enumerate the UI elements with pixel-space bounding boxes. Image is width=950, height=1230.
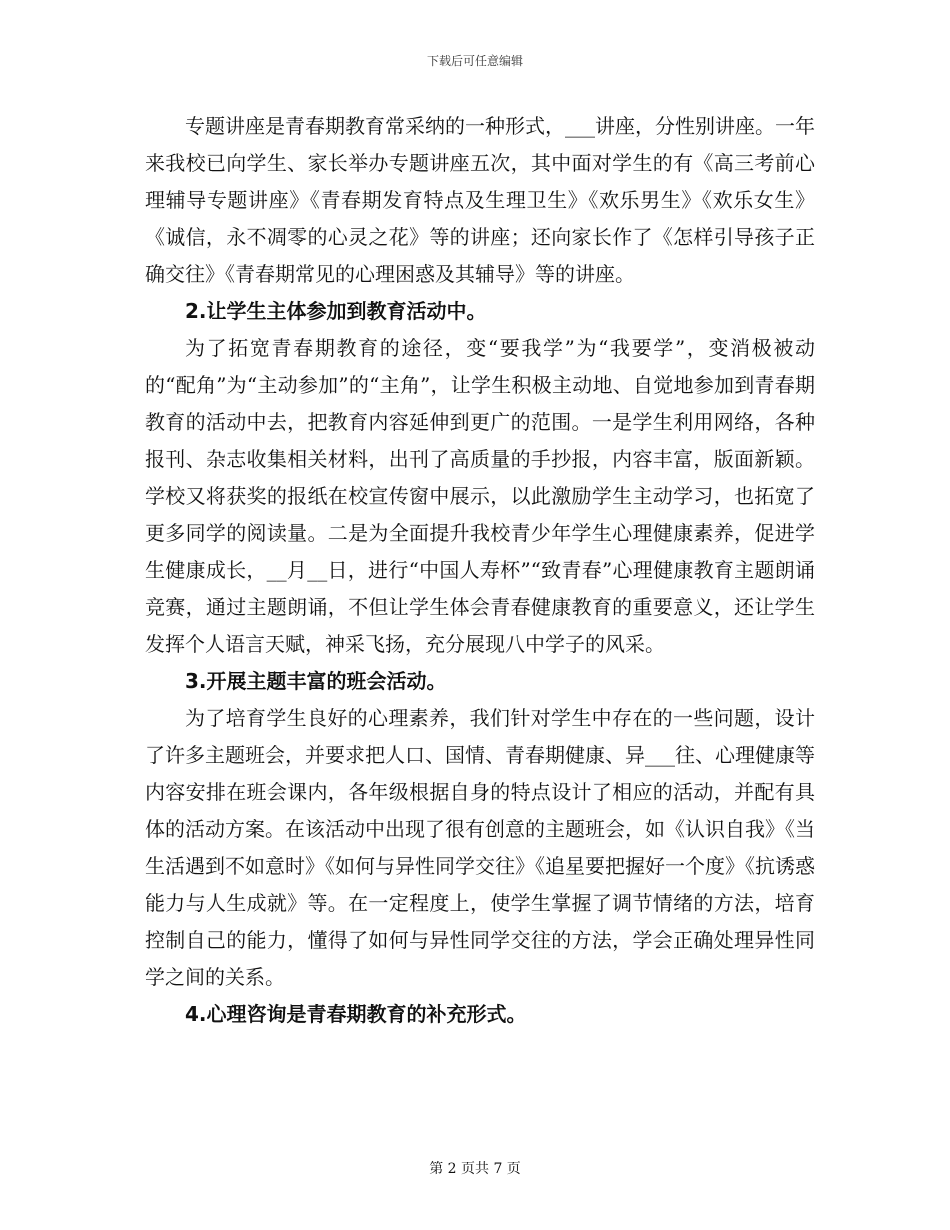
paragraph-class-meetings: 为了培育学生良好的心理素养，我们针对学生中存在的一些问题，设计了许多主题班会，并要求把人口、国情、青春期健康、异___往、心理健康等内容安排在班会课内，各年级根据自身的特点设计了相应的活动，并配有具体的活动方案。在该活动中出现了很有创意的主题班会，如《认识自我》《当生活遇到不如意时》《如何与异性同学交往》《追星要把握好一个度》《抗诱惑能力与人生成就》等。在一定程度上，使学生掌握了调节情绪的方法，培育控制自己的能力，懂得了如何与异性同学交往的方法，学会正确处理异性同学之间的关系。: [145, 706, 815, 989]
page-footer: 第 2 页共 7 页: [429, 1161, 521, 1177]
paragraph-lectures: 专题讲座是青春期教育常采纳的一种形式，___讲座，分性别讲座。一年来我校已向学生、家长举办专题讲座五次，其中面对学生的有《高三考前心理辅导专题讲座》《青春期发育特点及生理卫生》《欢乐男生》《欢乐女生》《诚信，永不凋零的心灵之花》等的讲座；还向家长作了《怎样引导孩子正确交往》《青春期常见的心理困惑及其辅导》等的讲座。: [145, 114, 815, 286]
section-heading-3: 3.开展主题丰富的班会活动。: [185, 669, 447, 693]
section-heading-4: 4.心理咨询是青春期教育的补充形式。: [185, 1002, 527, 1026]
page-header: 下载后可任意编辑: [426, 54, 523, 68]
paragraph-student-participation: 为了拓宽青春期教育的途径，变“要我学”为“我要学”，变消极被动的“配角”为“主动参加”的“主角”，让学生积极主动地、自觉地参加到青春期教育的活动中去，把教育内容延伸到更广的范围。一是学生利用网络，各种报刊、杂志收集相关材料，出刊了高质量的手抄报，内容丰富，版面新颖。学校又将获奖的报纸在校宣传窗中展示，以此激励学生主动学习，也拓宽了更多同学的阅读量。二是为全面提升我校青少年学生心理健康素养，促进学生健康成长，__月__日，进行“中国人寿杯”“致青春”心理健康教育主题朗诵竞赛，通过主题朗诵，不但让学生体会青春健康教育的重要意义，还让学生发挥个人语言天赋，神采飞扬，充分展现八中学子的风采。: [145, 336, 815, 656]
section-heading-2: 2.让学生主体参加到教育活动中。: [185, 299, 487, 323]
document-body: [145, 108, 815, 1033]
